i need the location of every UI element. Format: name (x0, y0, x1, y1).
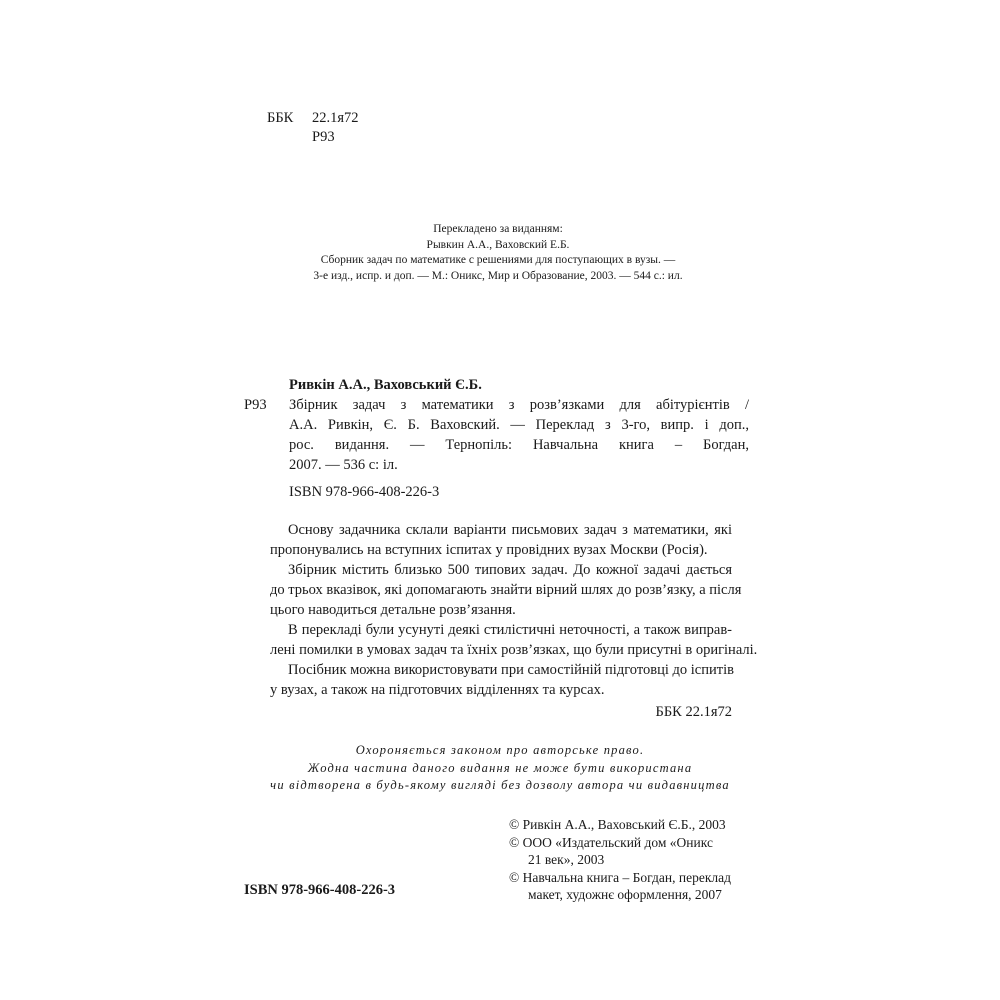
notice-line: Охороняється законом про авторське право. (355, 743, 645, 757)
annotation-line: лені помилки в умовах задач та їхніх розв’язках, що були присутні в оригіналі. (270, 642, 758, 658)
copyright-line: © ООО «Издательский дом «Оникс (509, 834, 713, 850)
copyright-line: макет, художнє оформлення, 2007 (528, 887, 722, 902)
annotation-line: Основу задачника склали варіанти письмових задач з математики, які (288, 522, 732, 538)
record-line: Збірник задач з математики з розв’язками для абітурієнтів / (289, 397, 749, 413)
annotation-line: пропонувались на вступних іспитах у провідних вузах Москви (Росія). (270, 542, 708, 558)
record-description (289, 395, 749, 475)
record-line: 2007. — 536 с: іл. (289, 457, 398, 473)
author-mark: Р93 (312, 129, 335, 145)
bottom-isbn: ISBN 978-966-408-226-3 (244, 882, 396, 898)
bbk-code: 22.1я72 (312, 110, 359, 126)
copyrights (509, 816, 731, 904)
source-line: Сборник задач по математике с решениями для поступающих в вузы. — (320, 254, 676, 266)
source-line: Перекладено за виданням: (433, 223, 563, 235)
copyright-line: 21 век», 2003 (528, 852, 605, 867)
record-isbn: ISBN 978-966-408-226-3 (289, 484, 440, 500)
notice-line: Жодна частина даного видання не може бути використана (307, 760, 693, 775)
annotation-bbk: ББК 22.1я72 (655, 704, 732, 720)
notice-line: чи відтворена в будь-якому вигляді без дозволу автора чи видавництва (270, 778, 730, 792)
annotation (270, 520, 758, 722)
record-line: А.А. Ривкін, Є. Б. Ваховский. — Переклад з 3-го, випр. і доп., (289, 417, 749, 433)
annotation-line: до трьох вказівок, які допомагають знайти вірний шлях до розв’язку, а після (270, 582, 742, 598)
annotation-line: у вузах, а також на підготовчих відділеннях та курсах. (270, 682, 605, 698)
record-line: рос. видання. — Тернопіль: Навчальна книга – Богдан, (289, 437, 749, 453)
annotation-line: Збірник містить близько 500 типових задач. До кожної задачі дається (288, 562, 732, 578)
copyright-notice (250, 742, 750, 795)
translation-source (270, 222, 726, 284)
copyright-line: © Навчальна книга – Богдан, переклад (509, 869, 731, 885)
annotation-line: В перекладі були усунуті деякі стилістичні неточності, а також виправ- (288, 622, 732, 638)
source-line: 3-е изд., испр. и доп. — М.: Оникс, Мир и Образование, 2003. — 544 с.: ил. (313, 269, 683, 282)
bbk-label: ББК (267, 110, 294, 126)
record-authors: Ривкін А.А., Ваховський Є.Б. (289, 377, 482, 393)
record-mark: Р93 (244, 397, 267, 413)
copyright-line: © Ривкін А.А., Ваховський Є.Б., 2003 (509, 817, 726, 832)
annotation-line: Посібник можна використовувати при самостійній підготовці до іспитів (288, 662, 734, 678)
source-line: Рывкин А.А., Ваховский Е.Б. (426, 238, 570, 251)
annotation-line: цього наводиться детальне розв’язання. (270, 602, 516, 618)
